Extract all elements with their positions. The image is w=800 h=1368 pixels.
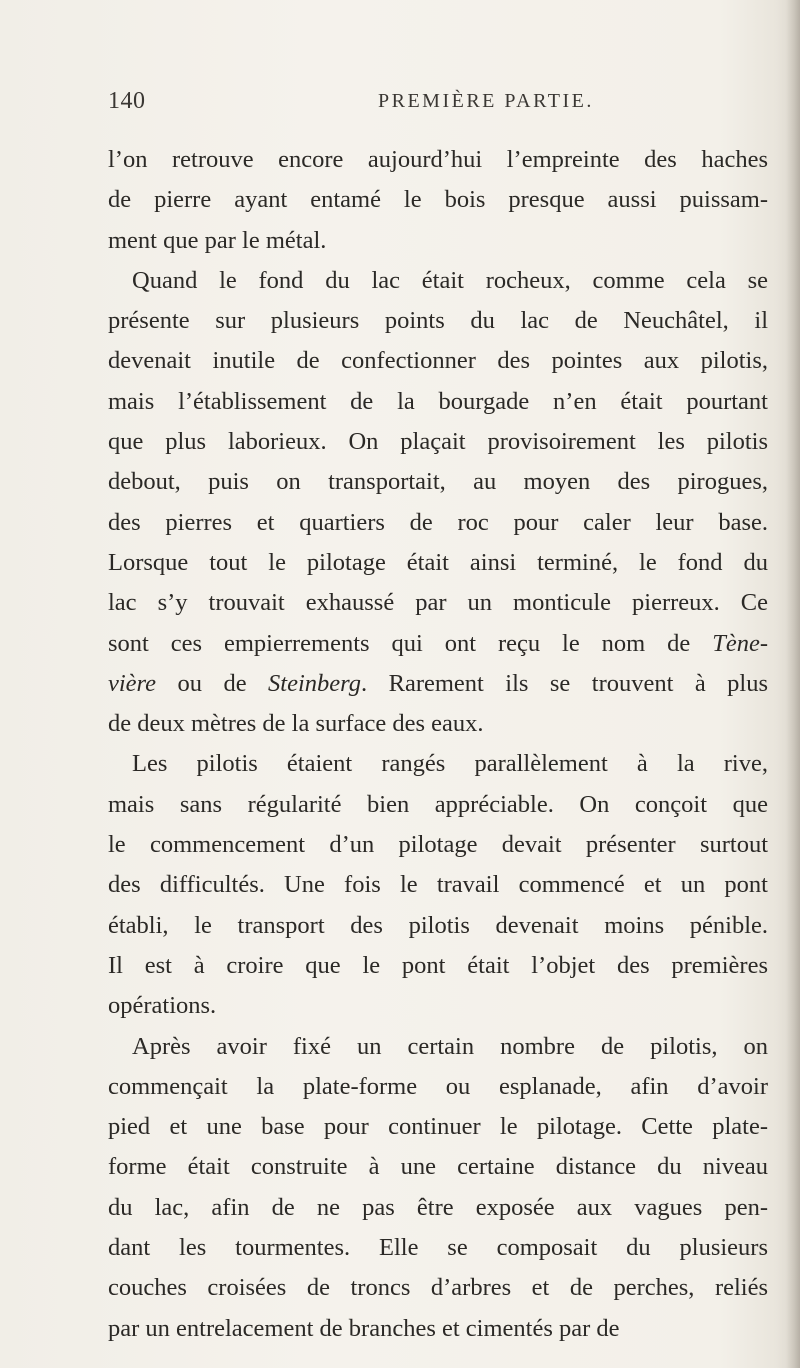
text-line: des difficultés. Une fois le travail commencé et un pont (108, 871, 768, 899)
text-line: de deux mètres de la surface des eaux. (108, 710, 484, 738)
italic-term: Tène- (712, 629, 768, 657)
text-line: des pierres et quartiers de roc pour caler leur base. (108, 508, 768, 536)
text-line: ment que par le métal. (108, 226, 327, 254)
page-number: 140 (108, 88, 146, 114)
text-line: par un entrelacement de branches et cimentés par de (108, 1314, 620, 1342)
text-line: opérations. (108, 992, 217, 1020)
text-line: présente sur plusieurs points du lac de Neuchâtel, il (108, 307, 768, 335)
body-text (108, 140, 768, 1349)
text-line: Il est à croire que le pont était l’objet des premières (108, 951, 768, 979)
page-edge-shadow (786, 0, 800, 1368)
text-line: Quand le fond du lac était rocheux, comme cela se (132, 266, 768, 294)
page-header (108, 88, 748, 122)
text-line: commençait la plate-forme ou esplanade, afin d’avoir (108, 1072, 768, 1100)
text-segment: sont ces empierrements qui ont reçu le nom de (108, 629, 691, 657)
text-line: que plus laborieux. On plaçait provisoirement les pilotis (108, 428, 768, 456)
text-line: forme était construite à une certaine distance du niveau (108, 1153, 768, 1181)
text-line: mais sans régularité bien appréciable. On conçoit que (108, 790, 768, 818)
text-line: dant les tourmentes. Elle se composait du plusieurs (108, 1234, 768, 1262)
text-line: établi, le transport des pilotis devenait moins pénible. (108, 911, 768, 939)
text-line: debout, puis on transportait, au moyen des pirogues, (108, 468, 768, 496)
text-line: couches croisées de troncs d’arbres et de perches, reliés (108, 1274, 768, 1302)
text-segment: ou de (177, 669, 247, 697)
text-line: devenait inutile de confectionner des pointes aux pilotis, (108, 347, 768, 375)
text-line: le commencement d’un pilotage devait présenter surtout (108, 831, 768, 859)
italic-term: vière (108, 669, 157, 697)
text-line: du lac, afin de ne pas être exposée aux vagues pen- (108, 1193, 768, 1221)
text-line: Lorsque tout le pilotage était ainsi terminé, le fond du (108, 548, 768, 576)
italic-term: Steinberg (268, 669, 362, 697)
text-line: de pierre ayant entamé le bois presque aussi puissam- (108, 186, 768, 214)
text-line: Après avoir fixé un certain nombre de pilotis, on (132, 1032, 768, 1060)
text-line: mais l’établissement de la bourgade n’en était pourtant (108, 387, 768, 415)
text-line: lac s’y trouvait exhaussé par un monticule pierreux. Ce (108, 589, 768, 617)
running-head: PREMIÈRE PARTIE. (378, 90, 594, 112)
text-line (108, 664, 768, 704)
text-line: l’on retrouve encore aujourd’hui l’empreinte des haches (108, 146, 768, 173)
text-segment: . Rarement ils se trouvent à plus (361, 669, 769, 697)
text-line: pied et une base pour continuer le pilotage. Cette plate- (108, 1113, 768, 1141)
text-line (108, 624, 768, 664)
text-line: Les pilotis étaient rangés parallèlement à la rive, (132, 750, 768, 778)
